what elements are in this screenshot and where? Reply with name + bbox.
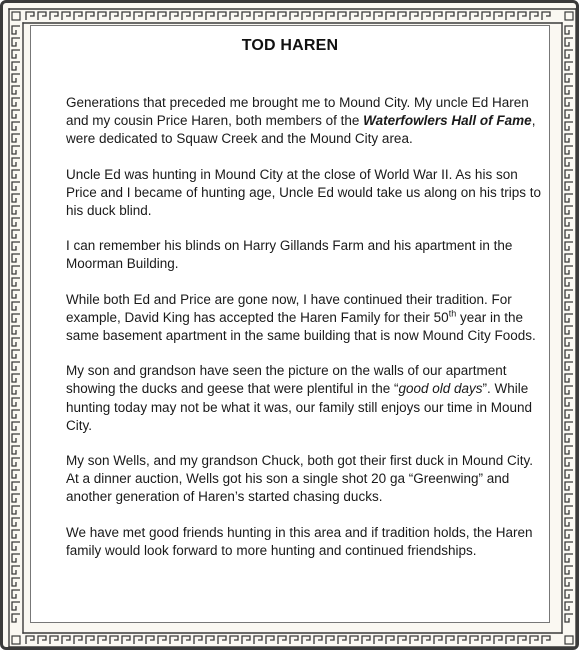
paragraph-5-text-b: ”. While hunting today may not be what it was, our family still enjoys our time in Mound City. xyxy=(66,381,532,433)
paragraph-2: Uncle Ed was hunting in Mound City at the close of World War II. As his son Price and I became of hunting age, Uncle Ed would take us along on his trips to his duck blind. xyxy=(66,166,542,219)
hall-of-fame-emphasis: Waterfowlers Hall of Fame xyxy=(363,113,532,129)
paragraph-4-text-b: year in the same basement apartment in the same building that is now Mound City Foods. xyxy=(66,309,536,344)
ordinal-superscript: th xyxy=(448,308,457,319)
paragraph-1-text-a: Generations that preceded me brought me to Mound City. My uncle Ed Haren and my cousin Price Haren, both members of the xyxy=(66,95,529,129)
paragraph-4 xyxy=(66,291,546,346)
paragraph-1 xyxy=(66,94,546,149)
paragraph-3: I can remember his blinds on Harry Gillands Farm and his apartment in the Moorman Building. xyxy=(66,238,513,272)
page-title: TOD HAREN xyxy=(241,37,339,54)
paragraph-4-text-a: While both Ed and Price are gone now, I have continued their tradition. For example, David King has accepted the Haren Family for their 50 xyxy=(66,291,512,325)
paragraph-5-text-a: My son and grandson have seen the picture on the walls of our apartment showing the ducks and geese that were plentiful in the “ xyxy=(66,363,507,397)
body-text xyxy=(66,94,546,577)
text-panel xyxy=(30,25,550,623)
paragraph-6: My son Wells, and my grandson Chuck, both got their first duck in Mound City. At a dinner auction, Wells got his son a single shot 20 ga “Greenwing” and another generation of Haren’s started chasing ducks. xyxy=(66,453,533,505)
good-old-days-italic: good old days xyxy=(398,381,483,397)
paragraph-1-text-b: , were dedicated to Squaw Creek and the Mound City area. xyxy=(66,113,536,147)
paragraph-5 xyxy=(66,362,546,435)
paragraph-7: We have met good friends hunting in this area and if tradition holds, the Haren family would look forward to more hunting and continued friendships. xyxy=(66,524,533,558)
